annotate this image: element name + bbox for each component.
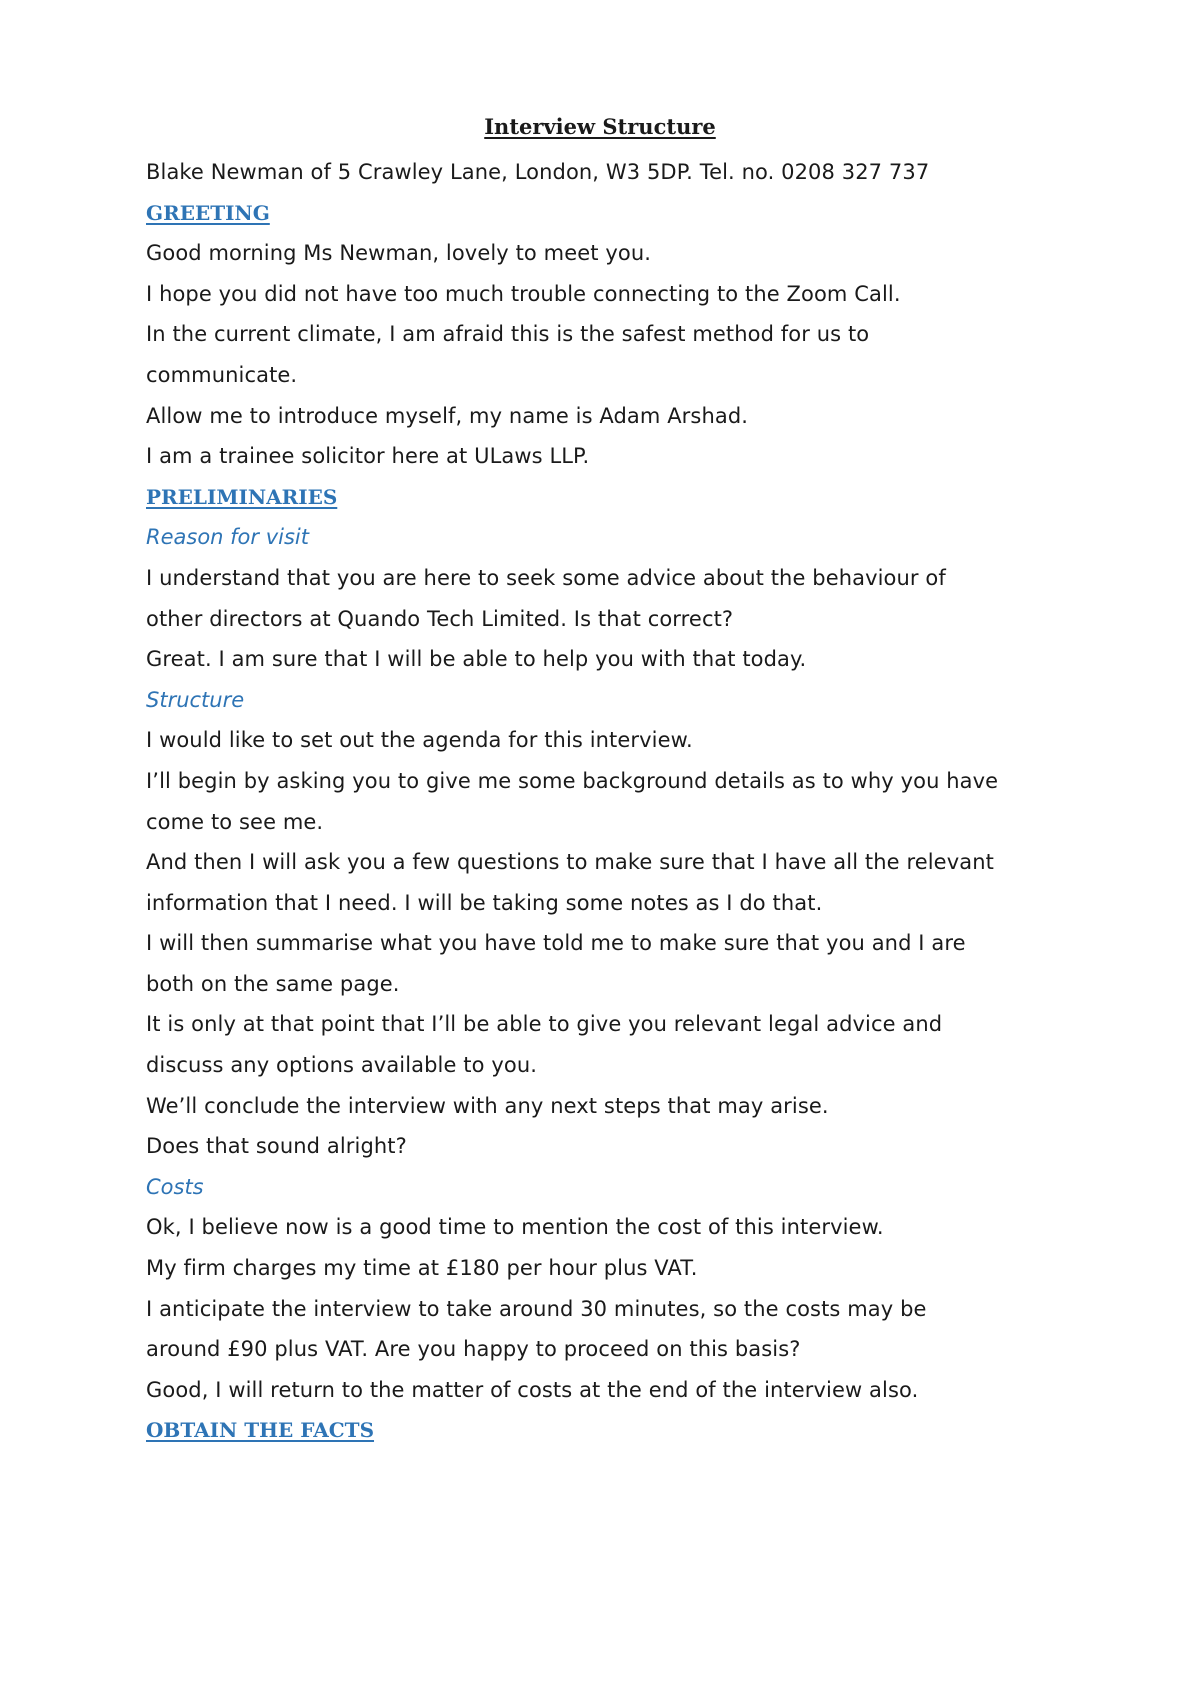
costs-line: My firm charges my time at £180 per hour plus VAT.: [146, 1256, 698, 1281]
greeting-line: Good morning Ms Newman, lovely to meet you.: [146, 241, 652, 266]
costs-line: around £90 plus VAT. Are you happy to proceed on this basis?: [146, 1337, 801, 1362]
structure-line: I will then summarise what you have told me to make sure that you and I are: [146, 931, 966, 956]
structure-line: both on the same page.: [146, 971, 400, 996]
subheading-reason-for-visit: Reason for visit: [146, 525, 309, 550]
reason-line: Great. I am sure that I will be able to help you with that today.: [146, 647, 807, 672]
costs-line: Ok, I believe now is a good time to mention the cost of this interview.: [146, 1215, 884, 1240]
greeting-line: In the current climate, I am afraid this is the safest method for us to: [146, 322, 870, 347]
greeting-line: Allow me to introduce myself, my name is Adam Arshad.: [146, 403, 749, 428]
document-title: Interview Structure: [484, 114, 716, 139]
subheading-structure: Structure: [146, 687, 245, 712]
reason-line: other directors at Quando Tech Limited. Is that correct?: [146, 606, 734, 631]
structure-line: We’ll conclude the interview with any next steps that may arise.: [146, 1093, 829, 1118]
structure-line: discuss any options available to you.: [146, 1053, 537, 1078]
client-details: Blake Newman of 5 Crawley Lane, London, W3 5DP. Tel. no. 0208 327 737: [146, 160, 930, 184]
greeting-line: communicate.: [146, 362, 298, 387]
structure-line: information that I need. I will be taking some notes as I do that.: [146, 890, 823, 915]
section-heading-preliminaries: PRELIMINARIES: [146, 484, 338, 509]
greeting-line: I am a trainee solicitor here at ULaws LLP.: [146, 444, 590, 469]
costs-line: I anticipate the interview to take around 30 minutes, so the costs may be: [146, 1296, 927, 1321]
section-heading-greeting: GREETING: [146, 200, 270, 225]
structure-line: I would like to set out the agenda for this interview.: [146, 728, 693, 753]
structure-line: Does that sound alright?: [146, 1134, 407, 1159]
greeting-line: I hope you did not have too much trouble connecting to the Zoom Call.: [146, 281, 901, 306]
structure-line: I’ll begin by asking you to give me some background details as to why you have: [146, 768, 999, 793]
subheading-costs: Costs: [146, 1174, 204, 1199]
structure-line: And then I will ask you a few questions to make sure that I have all the relevant: [146, 850, 994, 875]
reason-line: I understand that you are here to seek some advice about the behaviour of: [146, 565, 946, 590]
document-body: [146, 152, 1076, 1451]
structure-line: It is only at that point that I’ll be able to give you relevant legal advice and: [146, 1012, 943, 1037]
costs-line: Good, I will return to the matter of costs at the end of the interview also.: [146, 1377, 919, 1402]
structure-line: come to see me.: [146, 809, 324, 834]
section-heading-obtain-the-facts: OBTAIN THE FACTS: [146, 1418, 375, 1443]
